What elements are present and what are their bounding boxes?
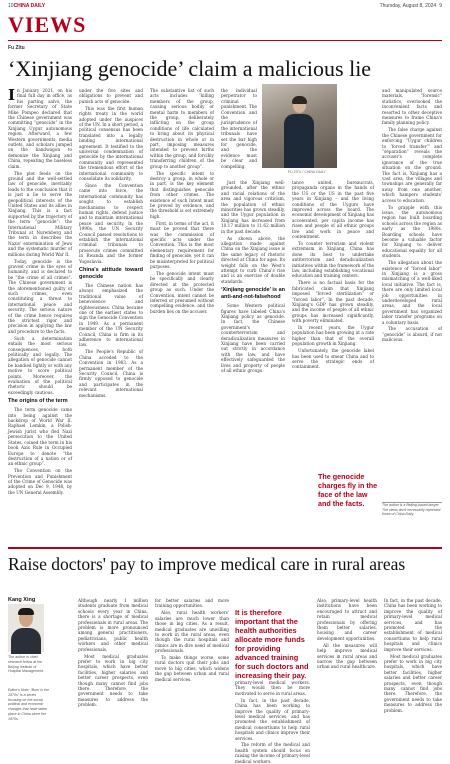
- paragraph: The substantive list of such acts includes “killing members of the group, causing serious bodily or mental harm to members of the group, deliberately inflicting on the group conditions of life calculated to bring about its physical destruction in whole or in part, imposing measures intended to prevent births within the group, and forcibly transferring children of the group to another group”.: [150, 88, 214, 169]
- paragraph: The term genocide came into being against the backdrop of World War II. Raphael Lemkin, a Polish-Jewish jurist who fled Nazi persecution to the United States, coined the term in his book Axis Rule in Occupied Europe to denote “the destruction of a nation or of an ethnic group”.: [8, 407, 72, 467]
- article-photo: [262, 84, 337, 168]
- author-note: The author is a Beijing-based lawyer. The views don't necessarily represent those of China Daily.: [382, 502, 442, 531]
- paragraph: The false charge against the Chinese government for enforcing “Uygur children to ‘forced transfer’” and “separation” reveals the accuser's complete ignorance of the true situation on the ground. The fact is, Xinjiang has a vast area, the villages and townships are generally far away from one another, which hampers students' access to education.: [382, 127, 442, 203]
- paragraph: tance united, bureaucrats, propaganda organs in the hands of the US or the US in the past five years in Xinjiang – and the living conditions of the Uygurs have improved across the board. The economic development of Xinjiang has accelerated, per capita income has risen and people of all ethnic groups live and work in peace and contentment.: [292, 180, 374, 240]
- masthead-date: Thursday, August 8, 2024: [379, 2, 437, 9]
- section-rule: [8, 40, 442, 41]
- paragraph: The specific intent to destroy a group, in whole or in part, is the key element that distinguishes genocide from other crimes. The existence of such intent must be proved by evidence, and the threshold is set extremely high.: [150, 170, 214, 219]
- author-name: Kang Xing: [8, 597, 36, 603]
- paragraph: The allegation about the existence of “forced labor” in Xinjiang is a gross mismatching of a well-liked local initiative. The fact is, there are only limited local job opportunities in underdeveloped rural areas, and the local government has organized labor transfer programs on a voluntary basis.: [382, 260, 442, 325]
- paragraph: In recent years, the Uygur population has been growing at a rate higher than that of the overall population growth in Xinjiang.: [292, 325, 374, 347]
- article-column-2: [79, 88, 143, 543]
- page-number-right: 9: [439, 2, 442, 9]
- paragraph: Unfortunately, the genocide label has been used to smear China and to serve the strategic ends of containment.: [292, 348, 374, 370]
- article-byline: Fu Zitu: [8, 45, 25, 51]
- paragraph: Also, rural health workers' salaries are much lower than those in big cities. As a result, medical graduates are unwilling to work in the rural areas, even though the rural hospitals and clinics are in dire need of medical professionals.: [155, 610, 229, 654]
- paragraph: The plot feeds on the ground and the well-settled law of genocide, inevitably leads to the conclusion that it is just a lie to serve the geopolitical interests of the United States and its allies in Xinjiang. This is a fact supported by the trajectory of the term “genocide”: the International Military Tribunal at Nuremberg and the term in describes the Nazis' extermination of Jews and the systematic murder of millions during World War II.: [8, 170, 72, 257]
- paragraph: To grapple with this issue, the autonomous region has built boarding schools across the region as early as the 1980s. Boarding schools have become a valuable factor for Xinjiang to deliver educational equality for all students.: [382, 204, 442, 259]
- paragraph: In fact, in the past decade, China has been working to improve the quality of primary-level medical services, and has promoted the establishment of medical consortiums to help rural hospitals and clinics improve their services.: [384, 598, 442, 652]
- article-column-1: [8, 88, 72, 543]
- person-figure: [284, 94, 314, 168]
- paragraph: n January 2021, on his final full day in office, as his parting salvo, the former Secretary of State Mike Pompeo declared that the Chinese government was committing “genocide” in the Xinjiang Uygur autonomous region. Afterward, a few Western governments, media outlets, and scholars jumped on the bandwagon to demonize the Xinjiang and China, repeating the baseless claim.: [8, 88, 72, 169]
- article2-column-2: [155, 598, 229, 740]
- paragraph: Although nearly 1 million students graduate from medical schools every year in China, there is a shortage of medical professionals in rural areas. The problem is more pronounced among general practitioners, pediatricians, public health workers and other medical professionals.: [78, 598, 148, 652]
- paragraph: The genocide intent must be specifically and clearly directed at the protected group as such. Under the Convention, intent cannot be inferred or presumed without compelling evidence, and the burden lies on the accuser.: [150, 270, 214, 314]
- paragraph: Since the Convention came into force, the international community has sought to establish mechanisms to respect human rights, defend justice and to maintain international peace and security. In the 1990s, the UN Security Council passed resolutions to establish the international criminal tribunals to prosecute crimes committed in Rwanda and the former Yugoslavia.: [79, 182, 143, 264]
- paragraph: Today, genocide is the gravest crime in the eyes of humanity, and is declared to be “the crime of all crimes”. The Chinese government is the aforementioned guilty of such crimes, even constituting a threat to international peace and security. The serious nature of the crime hence requires the strictest rigor and precision in applying the law and procedure to the facts.: [8, 258, 72, 334]
- paragraph: Most medical graduates prefer to work in big city hospitals, which have better facilities, higher salaries and better career prospects, even though many cannot find jobs there. Therefore, the government needs to take measures to address the problem.: [78, 653, 148, 708]
- author-photo: [8, 604, 44, 652]
- paragraph: There is no factual basis for the fabricated claim that Xinjiang imposed “forced sterilization” or “forced labor”. In the past decade, Xinjiang's GDP has grown steadily, and the income of people of all ethnic groups has increased significantly, with poverty eliminated.: [292, 280, 374, 324]
- paragraph: To counter terrorism and violent extremism in Xinjiang, China has done its best to undertake antiterrorism and deradicalization initiatives within the framework of the law, including establishing vocational education and training centers.: [292, 240, 374, 279]
- subheading: ‘Xinjiang genocide’ is an anti-and-not-falsehood: [221, 287, 285, 301]
- article-divider: [8, 547, 442, 549]
- paragraph: The Convention on the Prevention and Punishment of the Crime of Genocide was adopted on Dec 9, 1948, by the UN General Assembly.: [8, 468, 72, 495]
- article2-column-4: [317, 598, 377, 740]
- paragraph: The People's Republic of China acceded to the Convention in 1983. As a permanent member of the Security Council, China is firmly opposed to genocide and participates in the relevant international mechanisms.: [79, 349, 143, 398]
- author-bio: The author is chief research fellow at the Beijing Institute of Hospital Management.: [8, 655, 44, 674]
- article-column-3: [150, 88, 214, 543]
- article-column-6: [382, 88, 442, 498]
- editor-note: Editor's Note: “Born in the 1970s” is a series focusing on the social, political and economic changes that have taken place in China since the 1970s.: [8, 688, 50, 721]
- subheading: The origins of the term: [8, 398, 68, 405]
- page-number: 10: [8, 2, 14, 9]
- paragraph: All the measures will help improve medical services in rural areas and narrow the gap between urban and rural healthcare.: [317, 642, 377, 670]
- paragraph: under the five sites and obligations to prevent and punish acts of genocide.: [79, 88, 143, 104]
- paragraph: Such a determination entails the most serious consequences, both politically and legally. The allegation of genocide cannot be bandied lightly or with any motive to score political points. Moreover, the evaluation of the political rhetoric should be exceedingly cautious.: [8, 335, 72, 395]
- paragraph: primary-level medical workers. They would then be more motivated to serve in rural areas.: [235, 680, 310, 696]
- paragraph: In fact, in the past decade, China has been working to improve the quality of primary-level medical services, and has promoted the establishment of medical consortiums to help rural hospitals and clinics improve their services.: [235, 697, 310, 741]
- article-column-4-top: [221, 88, 257, 178]
- masthead-brand: CHINA DAILY: [13, 2, 46, 9]
- article2-column-1: [78, 598, 148, 740]
- paragraph: The reform of the medical and health system should focus on raising the income of primary-level medical workers.: [235, 742, 310, 764]
- paragraph: for better salaries and more training opportunities.: [155, 598, 229, 609]
- paragraph: First, in terms of the act, it must be proved that there was the commission of specific acts under the Convention. This is the most elementary requirement for finding of genocide, yet it can be misinterpreted for political purposes.: [150, 220, 214, 269]
- lead-paragraph: [8, 88, 72, 169]
- subheading: China's attitude toward genocide: [79, 267, 143, 280]
- paragraph: Some Western political figures have labeled China's Xinjiang policy as genocide. In fact, the Chinese government's counterterrorism and deradicalization measures in Xinjiang have been carried out strictly in accordance with the law, and have effectively safeguarded the lives and property of people of all ethnic groups.: [221, 303, 285, 374]
- paragraph: Just the Xinjiang well-grounded, after the ethnic and racial relations of the area and vigorous criticism, the population of ethnic minorities has grown steadily, and the Uygur population in Xinjiang has increased from 10.17 million to 11.62 million in the past decade.: [221, 180, 285, 234]
- paragraph: The Chinese nation has always emphasized the traditional value of benevolence and righteousness. China became one of the earliest states to sign the Genocide Convention in 1949. As a permanent member of the UN Security Council, China is firm in its adherence to international law.: [79, 283, 143, 348]
- paragraph: This was the first human rights treaty in the world adopted under the auspices of the UN. In a short period, a political consensus has been translated into a legally binding international agreement. It testified to the universal condemnation of genocide by the international community and represented the tremendous effort of the international community to consolidate its solidarity.: [79, 105, 143, 181]
- paragraph: and manipulated source materials, “forensic” statistics, overlooked the inconvenient facts and resorted to other deceptive measures to frame China's family planning policy.: [382, 88, 442, 126]
- article2-column-3: [235, 680, 310, 764]
- drop-cap: I: [8, 86, 16, 104]
- paragraph: the individual perpetrator to criminal punishment. The Convention and the jurisprudence of the international tribunals have set the bar high for genocide, and the evidence must be clear and compelling.: [221, 88, 257, 169]
- paragraph: Most medical graduates prefer to work in big city hospitals, which have better facilities, higher salaries and better career prospects, even though many cannot find jobs there. Therefore, the government needs to take measures to address the problem.: [384, 653, 442, 713]
- masthead: [0, 0, 450, 11]
- pull-quote: It is therefore important that the health authorities allocate more funds for providing advanced training for such doctors and increasing their pay.: [235, 608, 309, 680]
- article-headline: ‘Xinjiang genocide’ claim a malicious lie: [8, 56, 372, 81]
- article-column-4: [221, 180, 285, 543]
- article-column-5: [292, 180, 374, 468]
- article2-column-5: [384, 598, 442, 740]
- paragraph: The accusation of “genocide” is absurd, if not malicious.: [382, 326, 442, 343]
- photo-caption: FU ZITU / CHINA DAILY: [288, 170, 326, 174]
- pull-quote: The genocide charges fly in the face of the law and the facts.: [318, 472, 378, 508]
- paragraph: To make things worse, some rural doctors quit their jobs and move to big cities, which widens the gap between urban and rural medical services.: [155, 655, 229, 682]
- section-title: VIEWS: [8, 12, 87, 37]
- paragraph: As shown above, the allegation made against China on the Xinjiang issue is the same legacy of rhetoric directed at China for ages. Its weight falls on the West's attempt to curb China's rise and is an exercise of double standards.: [221, 235, 285, 284]
- paragraph: Also, primary-level health institutions have been encouraged to attract and retain medical professionals by offering them better salaries, housing and career development opportunities.: [317, 598, 377, 641]
- article-headline: Raise doctors' pay to improve medical care in rural areas: [8, 554, 406, 574]
